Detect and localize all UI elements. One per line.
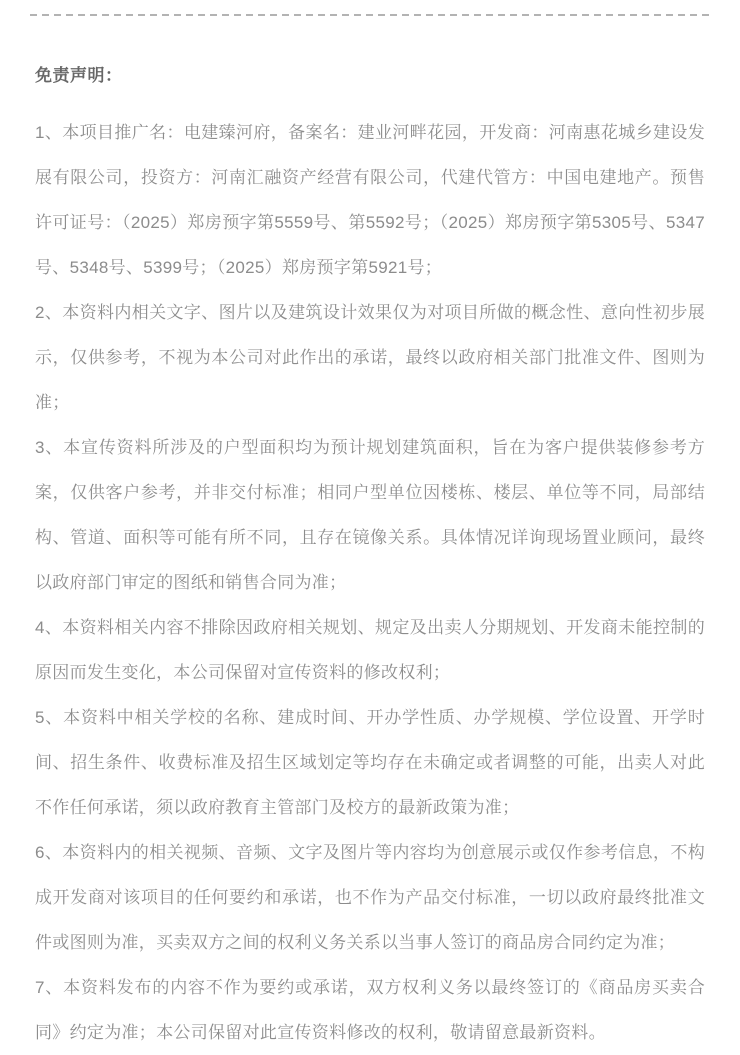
disclaimer-paragraph-5: 5、本资料中相关学校的名称、建成时间、开办学性质、办学规模、学位设置、开学时间、招生条件、收费标准及招生区域划定等均存在未确定或者调整的可能，出卖人对此不作任何承诺，须以政府教育主管部门及校方的最新政策为准；: [35, 708, 705, 817]
disclaimer-paragraph-1: 1、本项目推广名：电建臻河府，备案名：建业河畔花园，开发商：河南惠花城乡建设发展有限公司，投资方：河南汇融资产经营有限公司，代建代管方：中国电建地产。预售许可证号：（2025）郑房预字第5559号、第5592号；（2025）郑房预字第5305号、5347号、5348号、5399号；（2025）郑房预字第5921号；: [35, 123, 705, 277]
disclaimer-paragraph-7: 7、本资料发布的内容不作为要约或承诺，双方权利义务以最终签订的《商品房买卖合同》约定为准；本公司保留对此宣传资料修改的权利，敬请留意最新资料。: [35, 978, 705, 1042]
disclaimer-paragraph-2: 2、本资料内相关文字、图片以及建筑设计效果仅为对项目所做的概念性、意向性初步展示，仅供参考，不视为本公司对此作出的承诺，最终以政府相关部门批准文件、图则为准；: [35, 303, 705, 412]
disclaimer-paragraph-6: 6、本资料内的相关视频、音频、文字及图片等内容均为创意展示或仅作参考信息，不构成开发商对该项目的任何要约和承诺，也不作为产品交付标准，一切以政府最终批准文件或图则为准，买卖双方之间的权利义务关系以当事人签订的商品房合同约定为准；: [35, 843, 705, 952]
disclaimer-paragraph-3: 3、本宣传资料所涉及的户型面积均为预计规划建筑面积，旨在为客户提供装修参考方案，仅供客户参考，并非交付标准；相同户型单位因楼栋、楼层、单位等不同，局部结构、管道、面积等可能有所不同，且存在镜像关系。具体情况详询现场置业顾问，最终以政府部门审定的图纸和销售合同为准；: [35, 438, 705, 592]
disclaimer-heading: 免责声明：: [35, 66, 123, 85]
disclaimer-paragraph-4: 4、本资料相关内容不排除因政府相关规划、规定及出卖人分期规划、开发商未能控制的原因而发生变化，本公司保留对宣传资料的修改权利；: [35, 618, 705, 682]
dashed-divider: [30, 14, 712, 16]
